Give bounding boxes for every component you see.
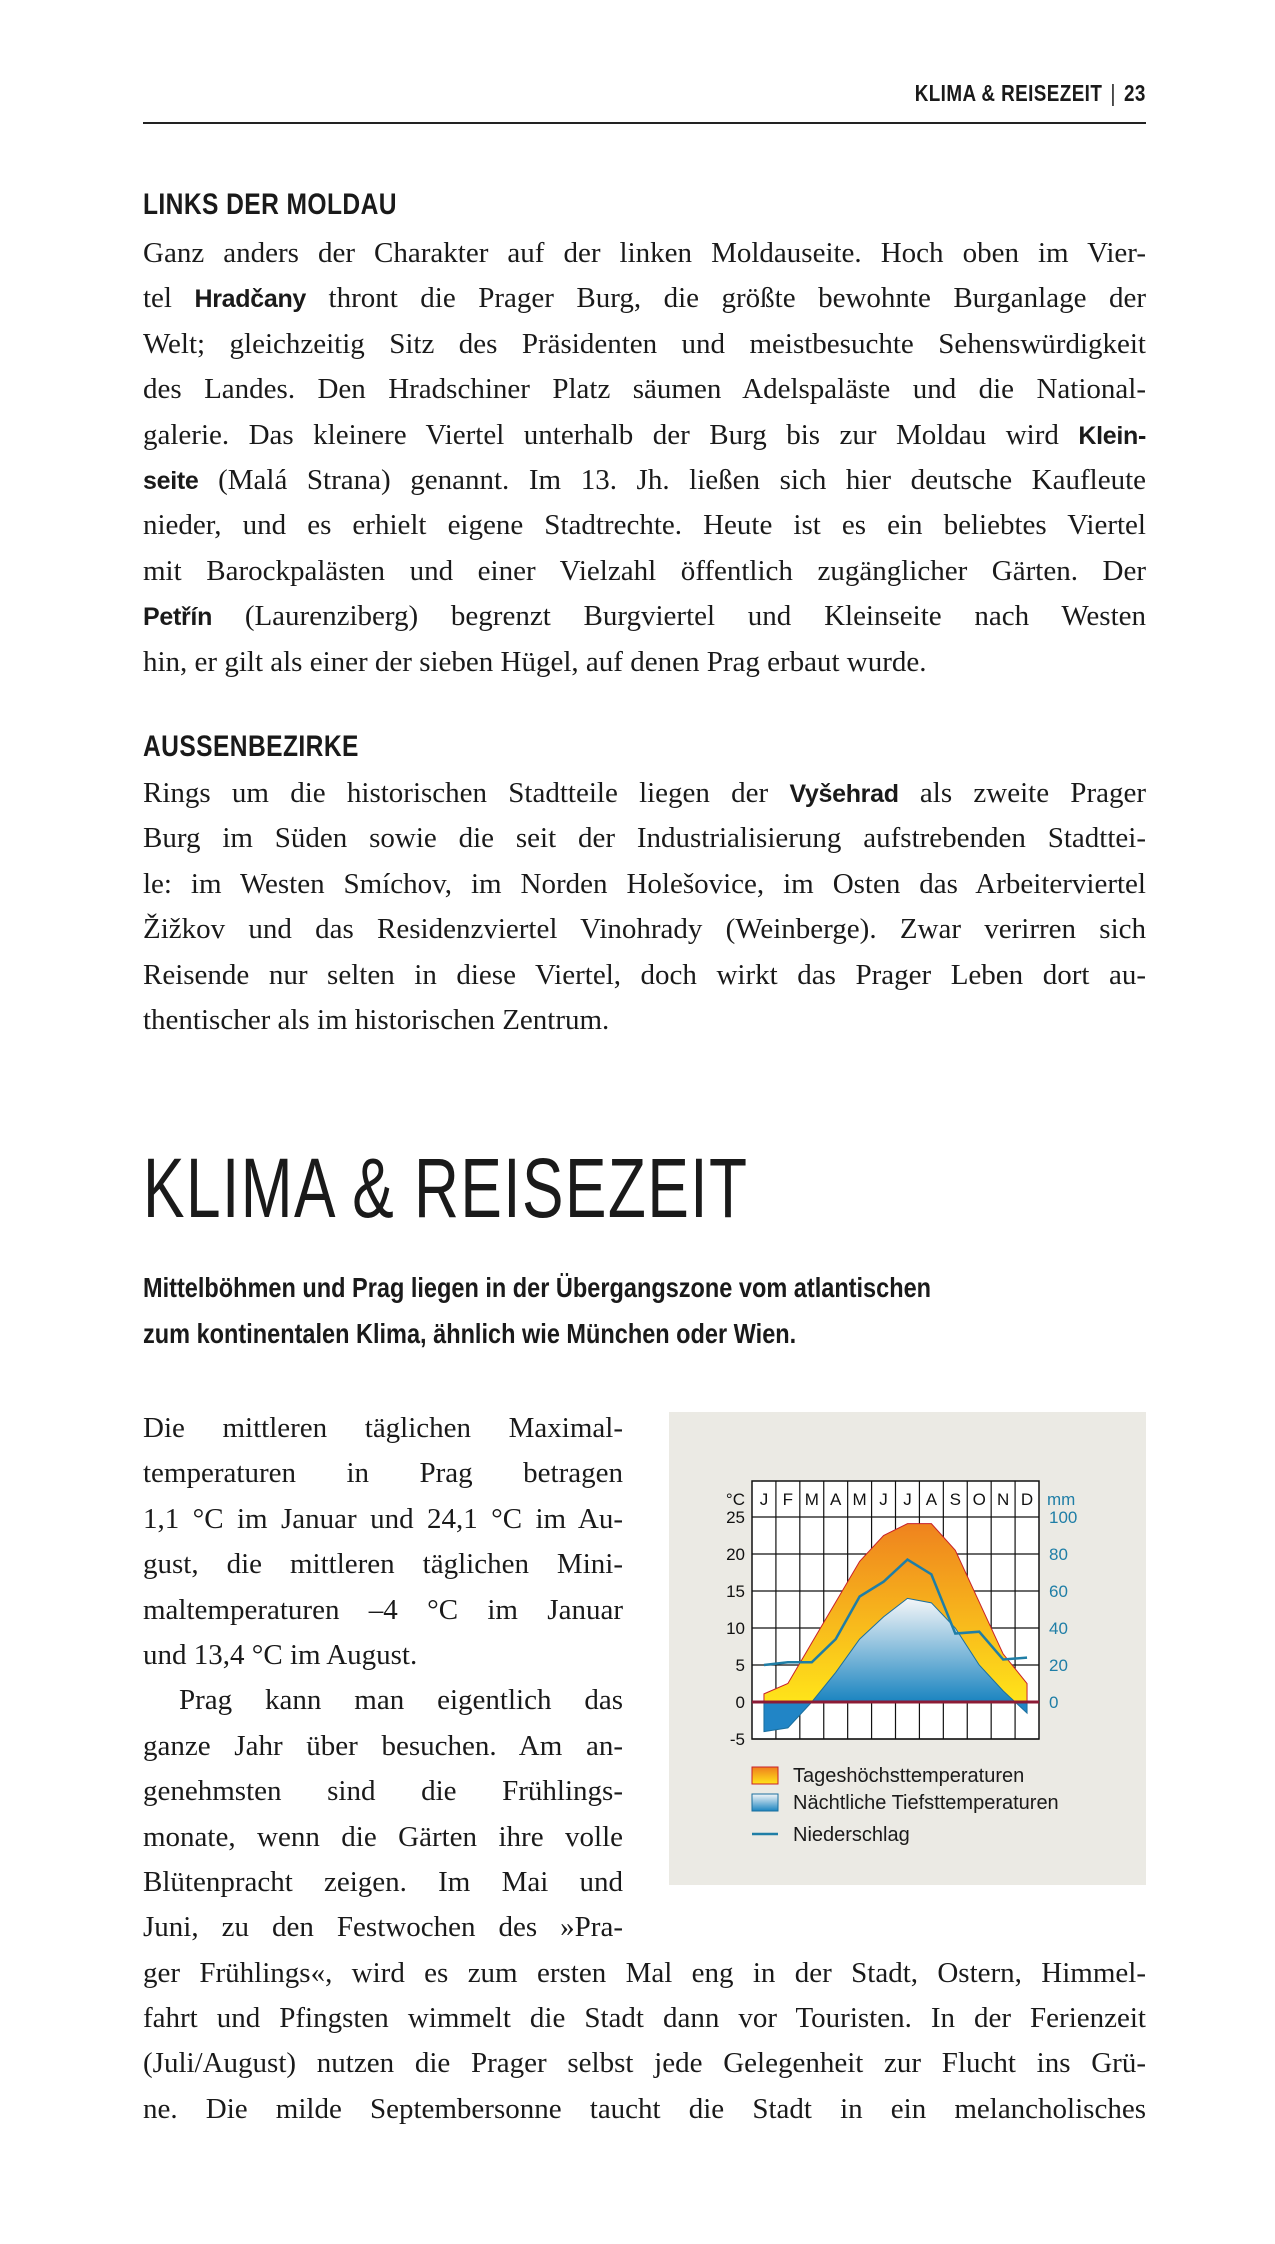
text-segment: monate, wenn die Gärten ihre volle (143, 1820, 623, 1853)
month-label: M (852, 1490, 867, 1509)
legend-swatch-max (752, 1767, 778, 1784)
text-line (143, 2041, 1146, 2086)
place-name: Klein- (1078, 421, 1146, 450)
legend-label: Nächtliche Tiefsttemperaturen (793, 1792, 1059, 1814)
climate-chart-svg (669, 1412, 1146, 1885)
text-segment: le: im Westen Smíchov, im Norden Holešovice, im Osten das Arbeiterviertel (143, 867, 1146, 900)
text-segment: nieder, und es erhielt eigene Stadtrechte. Heute ist es ein beliebtes Viertel (143, 509, 1146, 542)
text-line (143, 594, 1146, 639)
text-segment: Rings um die historischen Stadtteile liegen der (143, 777, 790, 809)
left-tick-label: 0 (735, 1693, 745, 1712)
legend-label: Tageshöchsttemperaturen (793, 1765, 1025, 1787)
legend-label: Niederschlag (793, 1824, 910, 1846)
left-tick-label: 15 (726, 1582, 745, 1601)
right-tick-label: 20 (1049, 1656, 1068, 1675)
text-line (143, 953, 1146, 998)
place-name: Petřín (143, 603, 213, 632)
text-segment: des Landes. Den Hradschiner Platz säumen Adelspaläste und die National- (143, 373, 1146, 406)
text-segment: galerie. Das kleinere Viertel unterhalb der Burg bis zur Moldau wird (143, 418, 1079, 451)
text-line (143, 413, 1146, 458)
text-segment: Ganz anders der Charakter auf der linken Moldauseite. Hoch oben im Vier- (143, 237, 1146, 269)
lead-line-2: zum kontinentalen Klima, ähnlich wie München oder Wien. (143, 1318, 797, 1349)
text-line (143, 771, 1146, 816)
header-rule (143, 122, 1146, 124)
text-line (143, 367, 1146, 412)
text-segment: (Laurenziberg) begrenzt Burgviertel und Kleinseite nach Westen (212, 600, 1146, 633)
right-tick-label: 80 (1049, 1545, 1068, 1564)
month-label: J (879, 1490, 888, 1509)
text-line (143, 816, 1146, 861)
text-segment: maltemperaturen –4 °C im Januar (143, 1593, 623, 1626)
text-line (143, 640, 1146, 685)
text-line (143, 1497, 623, 1542)
text-segment: als zweite Prager (898, 777, 1146, 809)
text-line (143, 998, 1146, 1043)
page-number: 23 (1124, 80, 1146, 106)
month-label: F (782, 1490, 794, 1509)
chapter-title: KLIMA & REISEZEIT (143, 1141, 749, 1235)
text-segment: thront die Prager Burg, die größte bewohnte Burganlage der (306, 282, 1146, 315)
running-head (915, 80, 1146, 107)
left-tick-label: -5 (729, 1730, 745, 1749)
text-line (143, 1996, 1146, 2041)
text-line (143, 276, 1146, 321)
running-head-section: KLIMA & REISEZEIT (914, 80, 1103, 106)
text-segment: temperaturen in Prag betragen (143, 1457, 623, 1490)
text-segment: ne. Die milde Septembersonne taucht die Stadt in ein melancholisches (143, 2092, 1146, 2125)
text-segment: und 13,4 °C im August. (143, 1638, 418, 1671)
text-line (143, 1951, 1146, 1996)
lead-line-1: Mittelböhmen und Prag liegen in der Übergangszone vom atlantischen (143, 1272, 932, 1303)
text-segment: gust, die mittleren täglichen Mini- (143, 1548, 623, 1581)
left-axis-unit: °C (725, 1490, 745, 1509)
text-segment: (Malá Strana) genannt. Im 13. Jh. ließen sich hier deutsche Kaufleute (198, 463, 1146, 496)
left-tick-label: 5 (735, 1656, 745, 1675)
text-segment: ger Frühlings«, wird es zum ersten Mal eng in der Stadt, Ostern, Himmel- (143, 1956, 1146, 1989)
month-label: A (925, 1490, 938, 1509)
month-label: O (972, 1490, 986, 1509)
text-segment: ganze Jahr über besuchen. Am an- (143, 1729, 623, 1762)
text-segment: hin, er gilt als einer der sieben Hügel, auf denen Prag erbaut wurde. (143, 645, 927, 678)
text-line (143, 907, 1146, 952)
text-segment: Reisende nur selten in diese Viertel, doch wirkt das Prager Leben dort au- (143, 958, 1146, 991)
text-segment: Welt; gleichzeitig Sitz des Präsidenten und meistbesuchte Sehenswürdigkeit (143, 327, 1146, 360)
text-segment: 1,1 °C im Januar und 24,1 °C im Au- (143, 1502, 623, 1535)
text-segment: (Juli/August) nutzen die Prager selbst jede Gelegenheit zur Flucht ins Grü- (143, 2047, 1146, 2080)
climate-chart (669, 1412, 1146, 1885)
section-heading-links-der-moldau: LINKS DER MOLDAU (143, 188, 397, 221)
text-segment: fahrt und Pfingsten wimmelt die Stadt dann vor Touristen. In der Ferienzeit (143, 2002, 1146, 2035)
text-line (143, 1678, 623, 1723)
month-label: J (903, 1490, 912, 1509)
left-tick-label: 10 (726, 1619, 745, 1638)
text-segment: mit Barockpalästen und einer Vielzahl öffentlich zugänglicher Gärten. Der (143, 554, 1146, 587)
text-line (143, 1406, 623, 1451)
text-segment: Burg im Süden sowie die seit der Industrialisierung aufstrebenden Stadttei- (143, 822, 1146, 855)
text-segment: Juni, zu den Festwochen des »Pra- (143, 1911, 623, 1944)
text-line (143, 1860, 623, 1905)
legend-swatch-min (752, 1794, 778, 1811)
text-line (143, 1724, 623, 1769)
text-segment: Žižkov und das Residenzviertel Vinohrady (Weinberge). Zwar verirren sich (143, 913, 1146, 946)
text-line (143, 231, 1146, 276)
links-der-moldau-text (143, 231, 1146, 685)
text-segment: genehmsten sind die Frühlings- (143, 1775, 623, 1808)
month-label: J (759, 1490, 769, 1509)
text-line (143, 1451, 623, 1496)
right-axis-unit: mm (1047, 1490, 1076, 1509)
text-line (143, 1905, 623, 1950)
text-line (143, 503, 1146, 548)
text-line (143, 1633, 623, 1678)
place-name: Hradčany (194, 285, 307, 314)
text-segment: Blütenpracht zeigen. Im Mai und (143, 1865, 623, 1898)
place-name: seite (143, 466, 199, 495)
text-line (143, 1769, 623, 1814)
right-tick-label: 100 (1049, 1508, 1078, 1527)
right-tick-label: 60 (1049, 1582, 1068, 1601)
text-line (143, 322, 1146, 367)
right-tick-label: 0 (1049, 1693, 1059, 1712)
section-heading-aussenbezirke: AUSSENBEZIRKE (143, 730, 359, 763)
aussenbezirke-text (143, 771, 1146, 1043)
text-line (143, 549, 1146, 594)
left-tick-label: 20 (726, 1545, 745, 1564)
month-label: S (949, 1490, 961, 1509)
text-line (143, 862, 1146, 907)
text-line (143, 1542, 623, 1587)
month-label: M (804, 1490, 819, 1509)
left-tick-label: 25 (726, 1508, 745, 1527)
month-label: N (996, 1490, 1010, 1509)
text-segment: Die mittleren täglichen Maximal- (143, 1412, 623, 1444)
month-label: D (1020, 1490, 1034, 1509)
text-line (143, 1815, 623, 1860)
place-name: Vyšehrad (789, 780, 899, 808)
month-label: A (830, 1490, 842, 1509)
running-head-separator: | (1110, 80, 1116, 106)
text-segment: Prag kann man eigentlich das (179, 1684, 623, 1717)
text-segment: thentischer als im historischen Zentrum. (143, 1003, 610, 1036)
text-segment: tel (143, 282, 195, 315)
text-line (143, 458, 1146, 503)
text-line (143, 1588, 623, 1633)
right-tick-label: 40 (1049, 1619, 1068, 1638)
text-line (143, 2087, 1146, 2132)
